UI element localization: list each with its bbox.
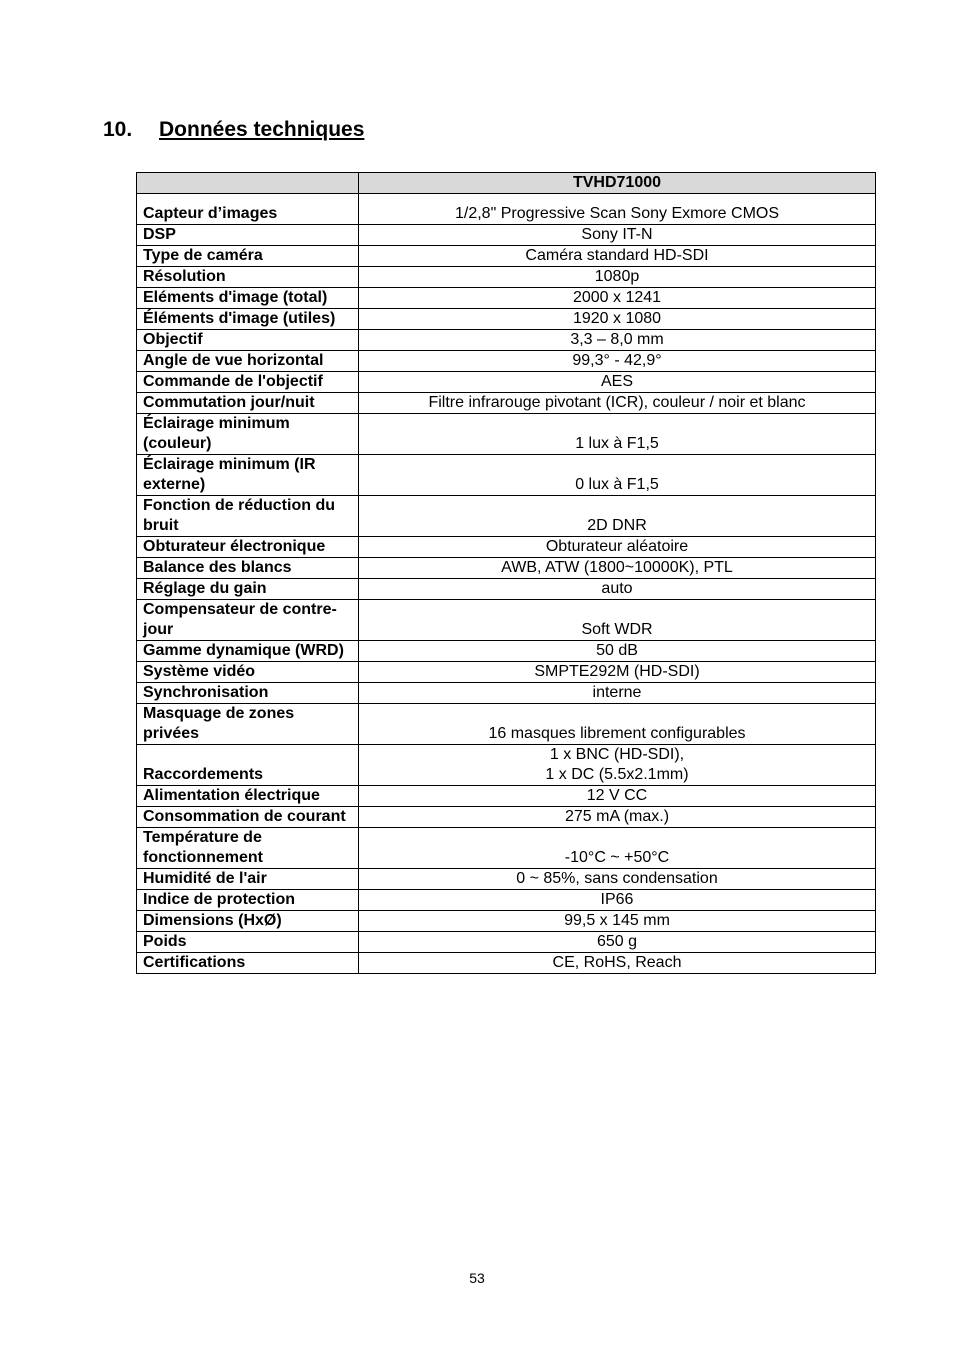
table-row [137, 890, 876, 911]
spec-label: Masquage de zones privées [137, 704, 359, 745]
spec-value: 1920 x 1080 [359, 309, 876, 330]
spec-value: AES [359, 372, 876, 393]
spec-value-line: 1 x DC (5.5x2.1mm) [545, 766, 689, 783]
table-row [137, 496, 876, 537]
spec-value: auto [359, 579, 876, 600]
table-row [137, 288, 876, 309]
spec-value: 3,3 – 8,0 mm [359, 330, 876, 351]
spec-label: Humidité de l'air [137, 869, 359, 890]
spec-value: 2D DNR [359, 496, 876, 537]
page-number: 53 [469, 1270, 485, 1286]
spec-value: interne [359, 683, 876, 704]
table-row [137, 828, 876, 869]
spec-label: Commande de l'objectif [137, 372, 359, 393]
table-row [137, 225, 876, 246]
table-row [137, 330, 876, 351]
spec-label: Certifications [137, 953, 359, 974]
table-row [137, 455, 876, 496]
spec-value: 1/2,8" Progressive Scan Sony Exmore CMOS [359, 194, 876, 225]
spec-value: Sony IT-N [359, 225, 876, 246]
spec-label: Éclairage minimum (couleur) [137, 414, 359, 455]
spec-value: Soft WDR [359, 600, 876, 641]
spec-value: AWB, ATW (1800~10000K), PTL [359, 558, 876, 579]
spec-label: Compensateur de contre-jour [137, 600, 359, 641]
table-row [137, 641, 876, 662]
table-row [137, 194, 876, 225]
spec-label: Éléments d'image (utiles) [137, 309, 359, 330]
table-row [137, 807, 876, 828]
spec-label: Alimentation électrique [137, 786, 359, 807]
spec-label: Commutation jour/nuit [137, 393, 359, 414]
table-row [137, 372, 876, 393]
table-row [137, 932, 876, 953]
spec-label: Balance des blancs [137, 558, 359, 579]
spec-label: Raccordements [137, 745, 359, 786]
specifications-table [136, 172, 876, 974]
table-row [137, 745, 876, 786]
spec-label: Température de fonctionnement [137, 828, 359, 869]
spec-label: Poids [137, 932, 359, 953]
table-row [137, 911, 876, 932]
table-row [137, 683, 876, 704]
table-row [137, 393, 876, 414]
header-cell-empty [137, 173, 359, 194]
spec-label: Fonction de réduction du bruit [137, 496, 359, 537]
spec-label: Type de caméra [137, 246, 359, 267]
spec-value: 650 g [359, 932, 876, 953]
spec-label: Dimensions (HxØ) [137, 911, 359, 932]
spec-value: 12 V CC [359, 786, 876, 807]
table-row [137, 953, 876, 974]
spec-label: Gamme dynamique (WRD) [137, 641, 359, 662]
spec-value: 275 mA (max.) [359, 807, 876, 828]
table-header-row [137, 173, 876, 194]
spec-value: 99,3° - 42,9° [359, 351, 876, 372]
table-row [137, 537, 876, 558]
table-body [137, 194, 876, 974]
spec-label: Eléments d'image (total) [137, 288, 359, 309]
spec-label: Consommation de courant [137, 807, 359, 828]
table-row [137, 704, 876, 745]
table-row [137, 600, 876, 641]
header-cell-model: TVHD71000 [359, 173, 876, 194]
spec-value: Filtre infrarouge pivotant (ICR), couleur / noir et blanc [359, 393, 876, 414]
table-row [137, 267, 876, 288]
table-row [137, 786, 876, 807]
spec-value: 16 masques librement configurables [359, 704, 876, 745]
section-title: Données techniques [159, 118, 365, 141]
table-row [137, 246, 876, 267]
spec-label: Objectif [137, 330, 359, 351]
table-row [137, 662, 876, 683]
spec-label: Synchronisation [137, 683, 359, 704]
table-row [137, 309, 876, 330]
spec-label: DSP [137, 225, 359, 246]
spec-label: Capteur d’images [137, 194, 359, 225]
spec-label: Système vidéo [137, 662, 359, 683]
section-heading [103, 118, 364, 142]
spec-value [359, 745, 876, 786]
table-row [137, 351, 876, 372]
spec-value: 0 lux à F1,5 [359, 455, 876, 496]
spec-value: 2000 x 1241 [359, 288, 876, 309]
spec-value: 1080p [359, 267, 876, 288]
spec-label: Indice de protection [137, 890, 359, 911]
spec-label: Obturateur électronique [137, 537, 359, 558]
spec-label: Réglage du gain [137, 579, 359, 600]
spec-label: Éclairage minimum (IR externe) [137, 455, 359, 496]
spec-value: Caméra standard HD-SDI [359, 246, 876, 267]
spec-value: -10°C ~ +50°C [359, 828, 876, 869]
spec-value: 1 lux à F1,5 [359, 414, 876, 455]
spec-label: Résolution [137, 267, 359, 288]
spec-value-line: 1 x BNC (HD-SDI), [549, 746, 685, 763]
section-number: 10. [103, 118, 133, 141]
table-row [137, 869, 876, 890]
spec-value: 0 ~ 85%, sans condensation [359, 869, 876, 890]
spec-label: Angle de vue horizontal [137, 351, 359, 372]
spec-value: 50 dB [359, 641, 876, 662]
table-row [137, 414, 876, 455]
spec-value: SMPTE292M (HD-SDI) [359, 662, 876, 683]
spec-value: 99,5 x 145 mm [359, 911, 876, 932]
spec-value: Obturateur aléatoire [359, 537, 876, 558]
spec-value: IP66 [359, 890, 876, 911]
spec-value: CE, RoHS, Reach [359, 953, 876, 974]
table-row [137, 558, 876, 579]
table-row [137, 579, 876, 600]
